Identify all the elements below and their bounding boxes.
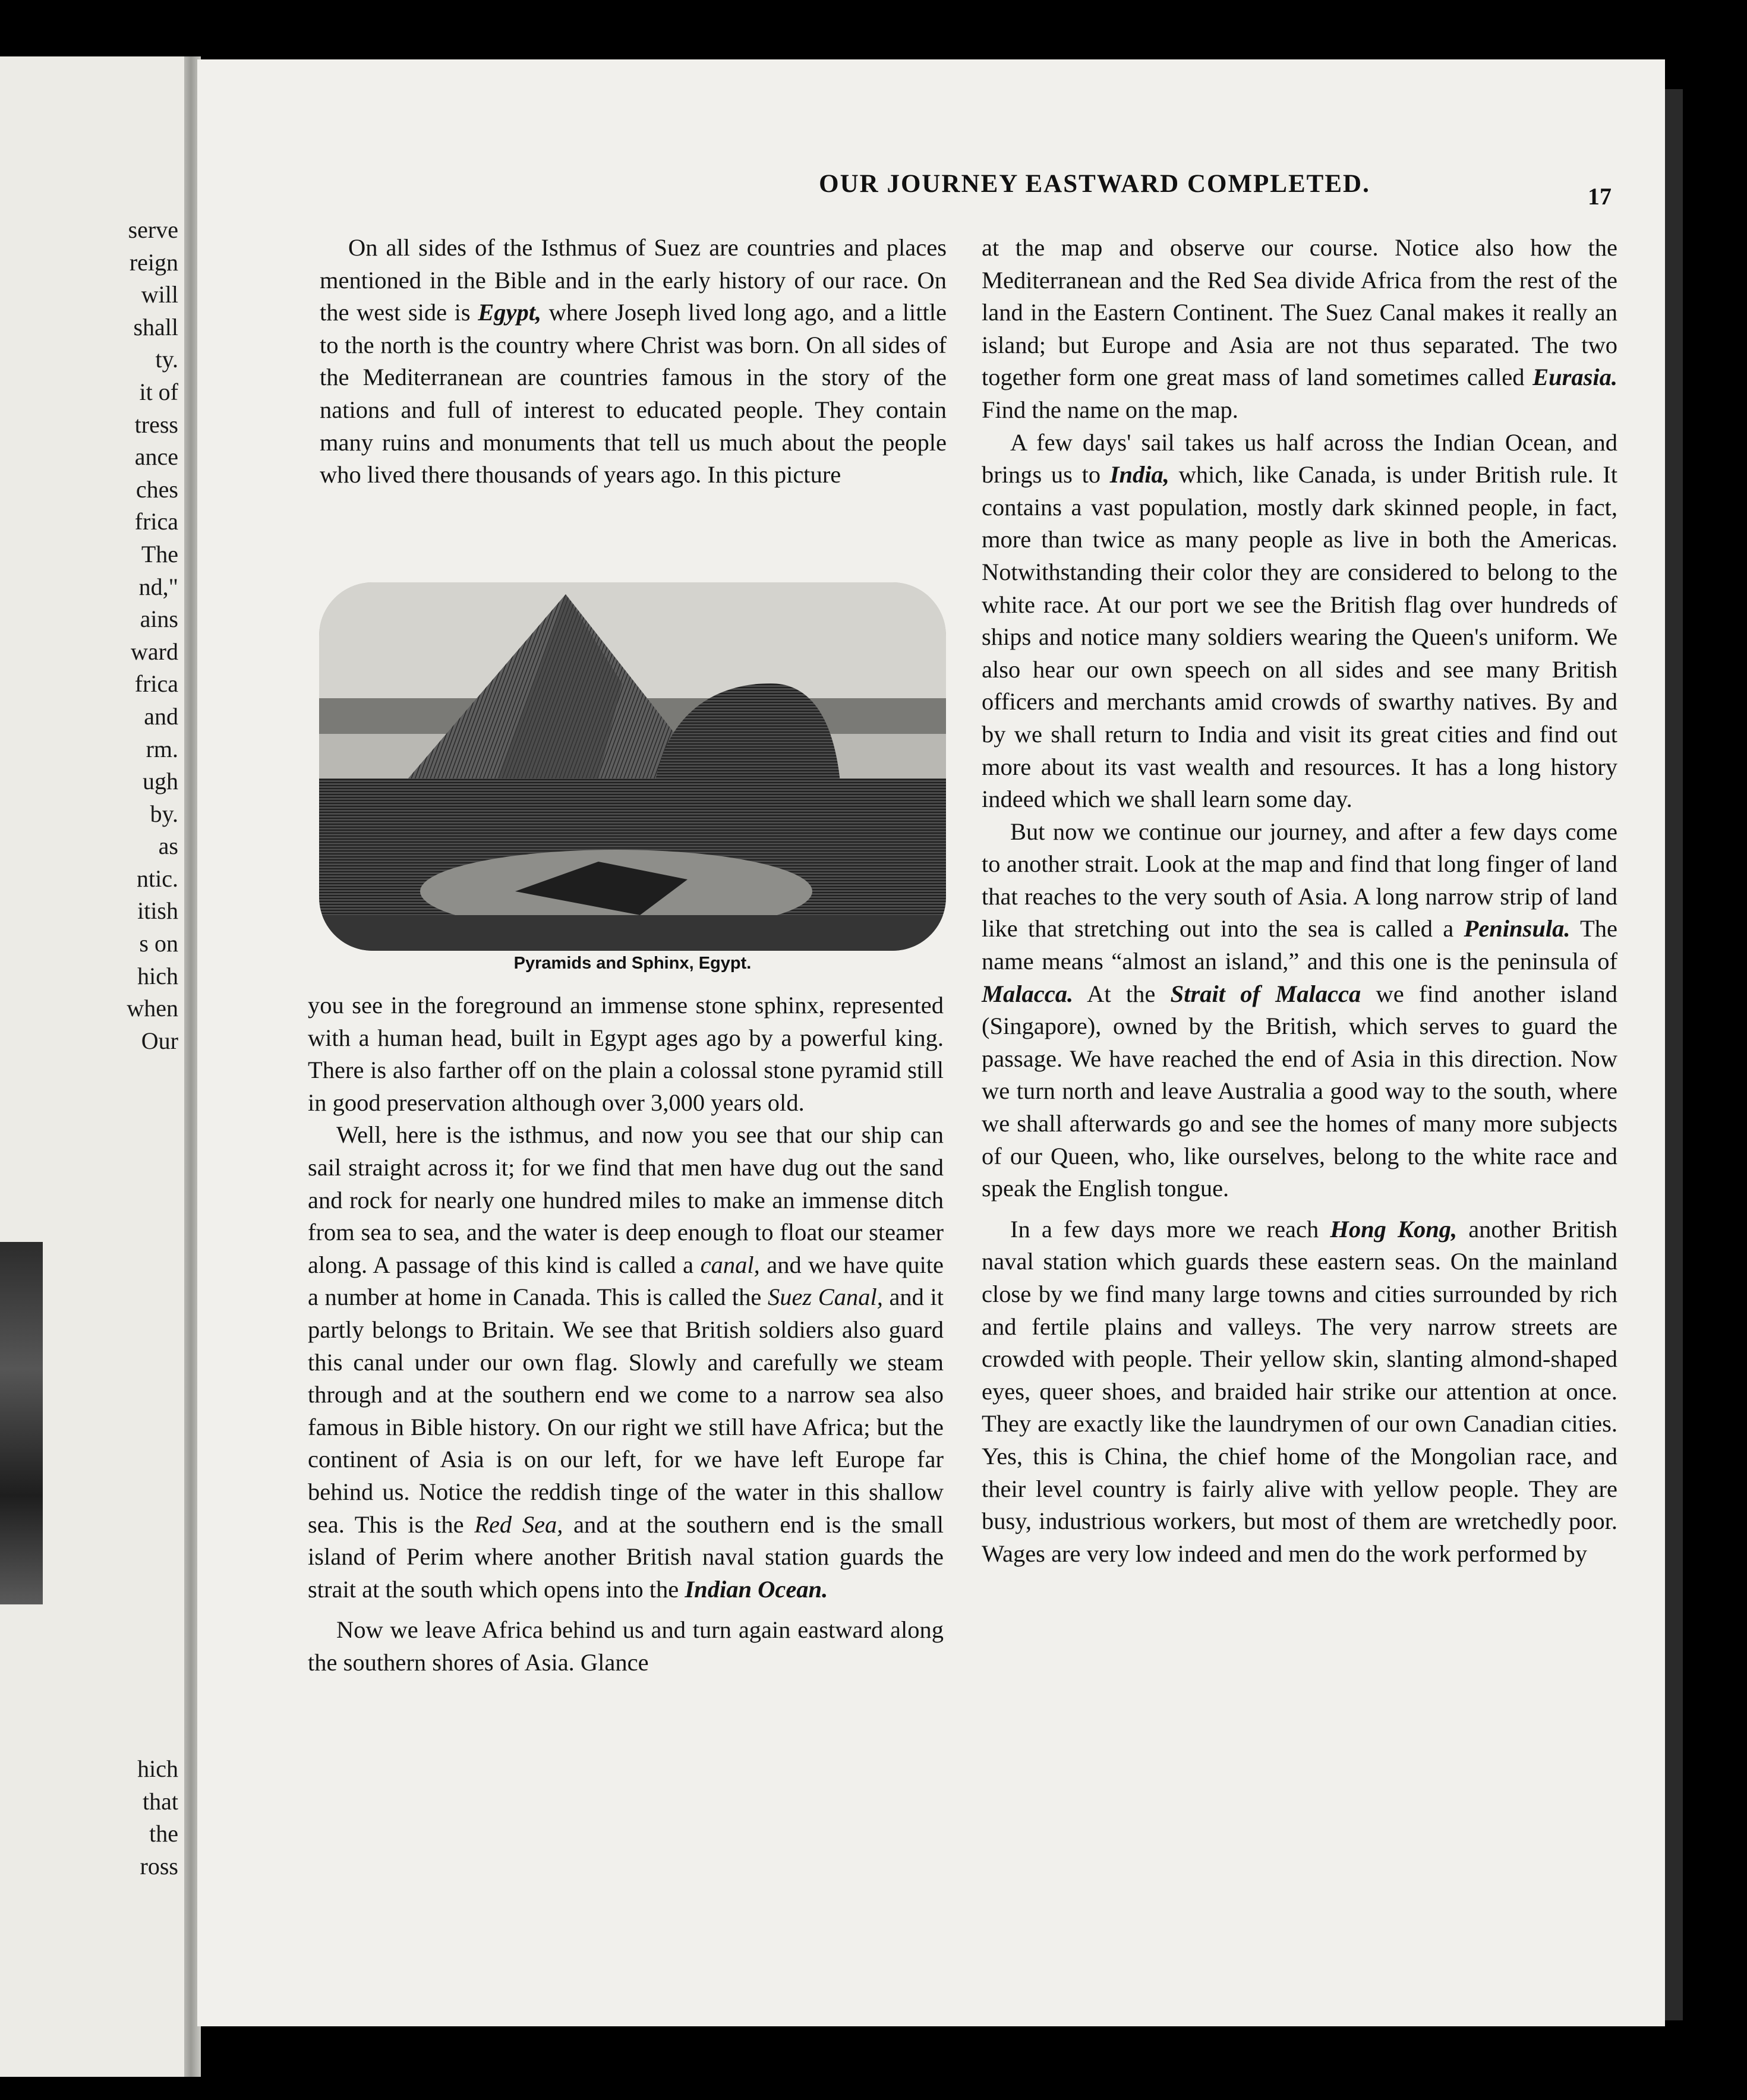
facing-page-line: frica: [134, 508, 178, 535]
pyramids-sphinx-illustration: [319, 582, 946, 951]
page-number: 17: [1588, 183, 1612, 210]
facing-page-line: ance: [134, 443, 178, 471]
facing-page-line: will: [141, 281, 178, 308]
page-edge-shadow: [1665, 89, 1683, 2020]
paragraph-leave-africa: Now we leave Africa behind us and turn again eastward along the southern shores of Asia. Glance: [308, 1616, 944, 1676]
facing-page-text-lower: [0, 1753, 178, 1883]
facing-page-line: ty.: [155, 346, 178, 373]
facing-page-line: serve: [128, 216, 178, 243]
paragraph-india: A few days' sail takes us half across the Indian Ocean, and brings us to India, which, like Canada, is under British rule. It contains a vast population, mostly dark skinned people, in fact, more than twice as many people as live in both the Americas. Notwithstanding their color they are considered to belong to the white race. At our port we see the British flag over hundreds of ships and notice many soldiers wearing the Queen's uniform. We also hear our own speech on all sides and see many British officers and merchants amid crowds of swarthy natives. By and by we shall return to India and visit its great cities and find out more about its vast wealth and resources. It has a long history indeed which we shall learn some day.: [982, 428, 1617, 813]
paragraph-isthmus: On all sides of the Isthmus of Suez are countries and places mentioned in the Bible and in the early history of our race. On the west side is Egypt, where Joseph lived long ago, and a little to the north is the country where Christ was born. On all sides of the Mediterranean are countries famous in the story of the nations and full of interest to educated people. They contain many ruins and monuments that tell us much about the people who lived there thousands of years ago. In this picture: [320, 234, 947, 488]
book-page: [197, 59, 1665, 2026]
facing-page-line: it of: [139, 378, 178, 405]
paragraph-eurasia: at the map and observe our course. Notice also how the Mediterranean and the Red Sea divide Africa from the rest of the land in the Eastern Continent. The Suez Canal makes it really an island; but Europe and Asia are not thus separated. The two together form one great mass of land sometimes called Eurasia. Find the name on the map.: [982, 234, 1617, 423]
engraving-image: [319, 582, 946, 951]
facing-page-line: ches: [135, 475, 178, 503]
paragraph-suez-canal: Well, here is the isthmus, and now you see that our ship can sail straight across it; for we find that men have dug out the sand and rock for nearly one hundred miles to make an immense ditch from sea to sea, and the water is deep enough to float our steamer along. A passage of this kind is called a canal, and we have quite a number at home in Canada. This is called the Suez Canal, and it partly belongs to Britain. We see that British soldiers also guard this canal under our own flag. Slowly and carefully we steam through and at the southern end we come to a narrow sea also famous in Bible history. On our right we still have Africa; but the continent of Asia is on our left, for we have left Europe far behind us. Notice the reddish tinge of the water in this shallow sea. This is the Red Sea, and at the southern end is the small island of Perim where another British naval station guards the strait at the south which opens into the Indian Ocean.: [308, 1121, 944, 1603]
running-head: OUR JOURNEY EASTWARD COMPLETED.: [819, 170, 1370, 198]
column-2: [982, 232, 1617, 1570]
facing-page-line: tress: [134, 411, 178, 438]
facing-page-line: as: [158, 833, 178, 860]
facing-page-line: when: [127, 995, 178, 1022]
facing-page-line: ward: [131, 638, 178, 665]
facing-page-line: hich: [137, 962, 178, 989]
facing-page-line: ains: [140, 606, 178, 633]
facing-page-line: the: [149, 1820, 178, 1847]
facing-page-line: s on: [139, 930, 178, 957]
facing-page-line: nd,": [138, 573, 178, 600]
facing-page: [0, 56, 184, 2077]
paragraph-hong-kong: In a few days more we reach Hong Kong, another British naval station which guards these eastern seas. On the mainland close by we find many large towns and cities surrounded by rich and fertile plains and valleys. The very narrow streets are crowded with people. Their yellow skin, slanting almond-shaped eyes, queer shoes, and braided hair strike our attention at once. They are exactly like the laundrymen of our own Canadian cities. Yes, this is China, the chief home of the Mongolian race, and their level country is fairly alive with yellow people. They are busy, industrious workers, but most of them are wretchedly poor. Wages are very low indeed and men do the work performed by: [982, 1215, 1617, 1567]
facing-page-line: by.: [150, 800, 178, 827]
column-1-top: [320, 232, 947, 491]
facing-page-line: and: [144, 702, 178, 730]
facing-page-line: ross: [140, 1852, 178, 1880]
paragraph-malacca: But now we continue our journey, and after a few days come to another strait. Look at the map and find that long finger of land that reaches to the very south of Asia. A long narrow strip of land like that stretching out into the sea is called a Peninsula. The name means “almost an island,” and this one is the peninsula of Malacca. At the Strait of Malacca we find another island (Singapore), owned by the British, which serves to guard the passage. We have reached the end of Asia in this direction. Now we turn north and leave Australia a good way to the south, where we shall afterwards go and see the homes of many more subjects of our Queen, who, like ourselves, belong to the white race and speak the English tongue.: [982, 818, 1617, 1202]
facing-page-line: rm.: [146, 735, 178, 762]
facing-page-line: reign: [129, 248, 178, 276]
facing-page-line: Our: [141, 1027, 178, 1054]
facing-page-line: ugh: [143, 768, 178, 795]
facing-page-text-upper: [0, 214, 178, 1057]
facing-page-line: ntic.: [137, 865, 178, 892]
facing-page-line: hich: [137, 1755, 178, 1782]
paragraph-sphinx-continued: you see in the foreground an immense stone sphinx, represented with a human head, built in Egypt ages ago by a powerful king. There is also farther off on the plain a colossal stone pyramid still in good preservation although over 3,000 years old.: [308, 992, 944, 1116]
facing-page-line: shall: [133, 313, 178, 340]
facing-page-line: The: [141, 540, 178, 567]
column-1-bottom: [308, 989, 944, 1679]
figure-caption: Pyramids and Sphinx, Egypt.: [513, 954, 752, 973]
facing-page-line: frica: [134, 670, 178, 698]
facing-page-line: that: [143, 1787, 178, 1815]
facing-page-illustration-fragment: [0, 1242, 43, 1604]
facing-page-line: itish: [137, 897, 178, 925]
